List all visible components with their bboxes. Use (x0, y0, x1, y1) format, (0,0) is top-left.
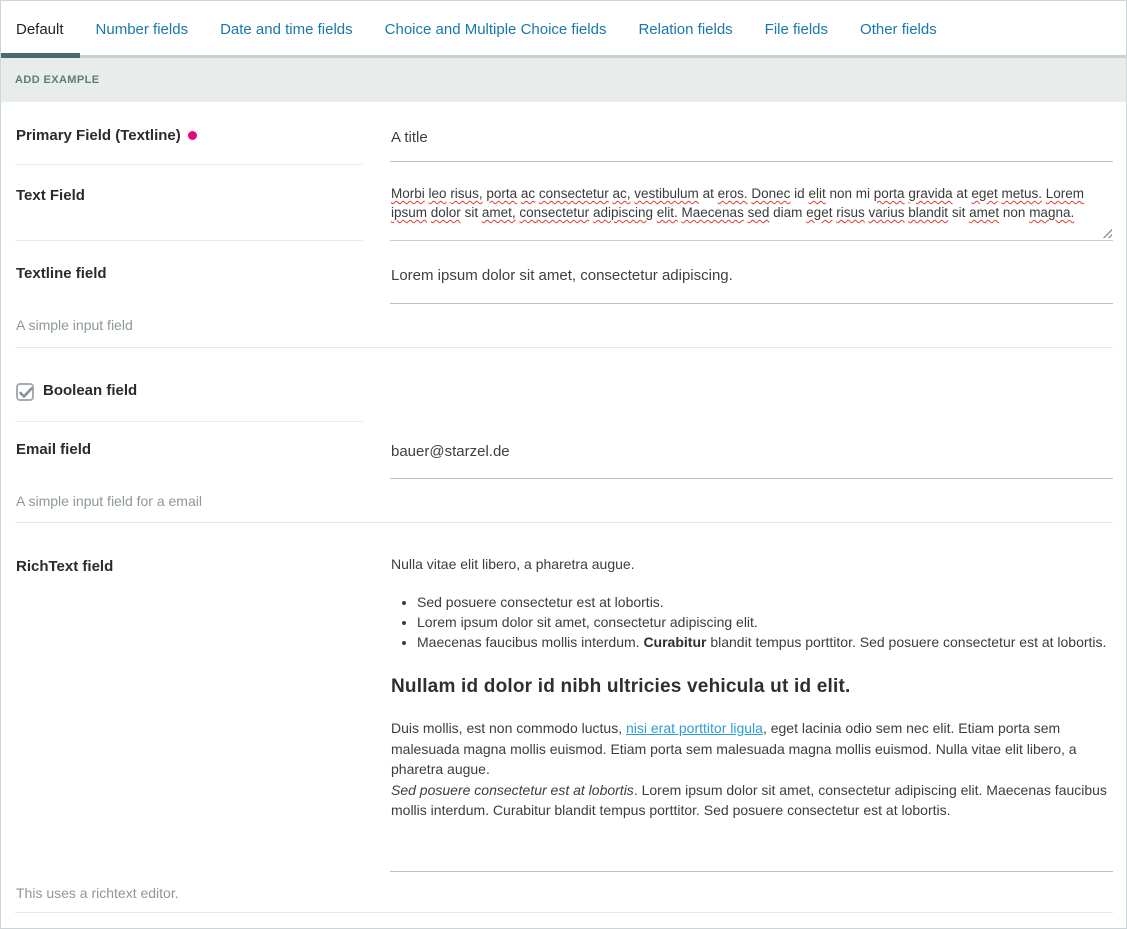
text-field-label: Text Field (16, 187, 85, 204)
tab-default[interactable]: Default (1, 1, 80, 55)
richtext-field-label: RichText field (16, 558, 114, 575)
richtext-list-item: • Maecenas faucibus mollis interdum. Curabitur blandit tempus porttitor. Sed posuere consectetur est at lobortis. (417, 632, 1113, 652)
primary-field-input[interactable]: A title (391, 129, 428, 146)
text-field-textarea[interactable] (390, 181, 1113, 241)
text-field-textarea-content: Morbi leo risus, porta ac consectetur ac, vestibulum at eros. Donec id elit non mi porta gravida at eget metus. Lorem ipsum dolor sit amet, consectetur adipiscing elit. Maecenas sed diam eget risus varius blandit sit amet non magna. (391, 186, 1085, 220)
richtext-field-help: This uses a richtext editor. (16, 885, 179, 901)
richtext-editor-underline (390, 871, 1113, 872)
required-indicator (188, 131, 197, 140)
primary-field-label-text: Primary Field (Textline) (16, 127, 181, 144)
fieldset-tab-bar (1, 1, 1126, 58)
boolean-checkbox[interactable] (16, 383, 34, 401)
tab-file-fields[interactable]: File fields (764, 21, 829, 38)
tab-other-fields[interactable]: Other fields (860, 21, 937, 38)
row-divider (15, 522, 1113, 523)
tab-date-and-time-fields[interactable]: Date and time fields (220, 21, 353, 38)
richtext-bullet-list (391, 592, 1113, 652)
tab-relation-fields[interactable]: Relation fields (638, 21, 733, 38)
richtext-paragraph: Nulla vitae elit libero, a pharetra augue. (391, 556, 635, 572)
primary-field-input-underline (390, 161, 1113, 162)
textline-field-input[interactable]: Lorem ipsum dolor sit amet, consectetur adipiscing. (391, 267, 733, 284)
email-field-input[interactable]: bauer@starzel.de (391, 443, 510, 460)
textline-field-input-underline (390, 303, 1113, 304)
tab-choice-fields[interactable]: Choice and Multiple Choice fields (384, 21, 607, 38)
primary-field-label (16, 127, 197, 144)
richtext-list-item: • Lorem ipsum dolor sit amet, consectetur adipiscing elit. (417, 612, 1113, 632)
form-header (1, 58, 1126, 102)
tab-number-fields[interactable]: Number fields (95, 21, 189, 38)
textline-field-help: A simple input field (16, 317, 133, 333)
boolean-field-label: Boolean field (43, 382, 138, 399)
row-divider (15, 421, 363, 422)
richtext-list-item: • Sed posuere consectetur est at lobortis. (417, 592, 1113, 612)
checkmark-icon (19, 387, 33, 399)
row-divider (15, 347, 1113, 348)
textline-field-label: Textline field (16, 265, 107, 282)
richtext-link[interactable]: nisi erat porttitor ligula (625, 720, 763, 736)
email-field-input-underline (390, 478, 1113, 479)
email-field-help: A simple input field for a email (16, 493, 202, 509)
email-field-label: Email field (16, 441, 92, 458)
richtext-heading: Nullam id dolor id nibh ultricies vehicula ut id elit. (391, 676, 851, 697)
resize-handle-icon[interactable] (1101, 227, 1112, 238)
row-divider (15, 240, 363, 241)
richtext-editor[interactable] (391, 554, 1113, 821)
richtext-paragraph: Duis mollis, est non commodo luctus, nisi erat porttitor ligula, eget lacinia odio sem nec elit. Etiam porta sem malesuada magna mollis euismod. Etiam porta sem malesuada magna mollis euismod. Nulla vitae elit libero, a pharetra augue. (391, 720, 1077, 777)
row-divider (15, 164, 363, 165)
form-title: ADD EXAMPLE (15, 74, 100, 86)
richtext-paragraph: Sed posuere consectetur est at lobortis. Lorem ipsum dolor sit amet, consectetur adipiscing elit. Maecenas faucibus mollis interdum. Curabitur blandit tempus porttitor. Sed posuere consectetur est at lobortis. (391, 781, 1107, 818)
row-divider (15, 912, 1113, 913)
